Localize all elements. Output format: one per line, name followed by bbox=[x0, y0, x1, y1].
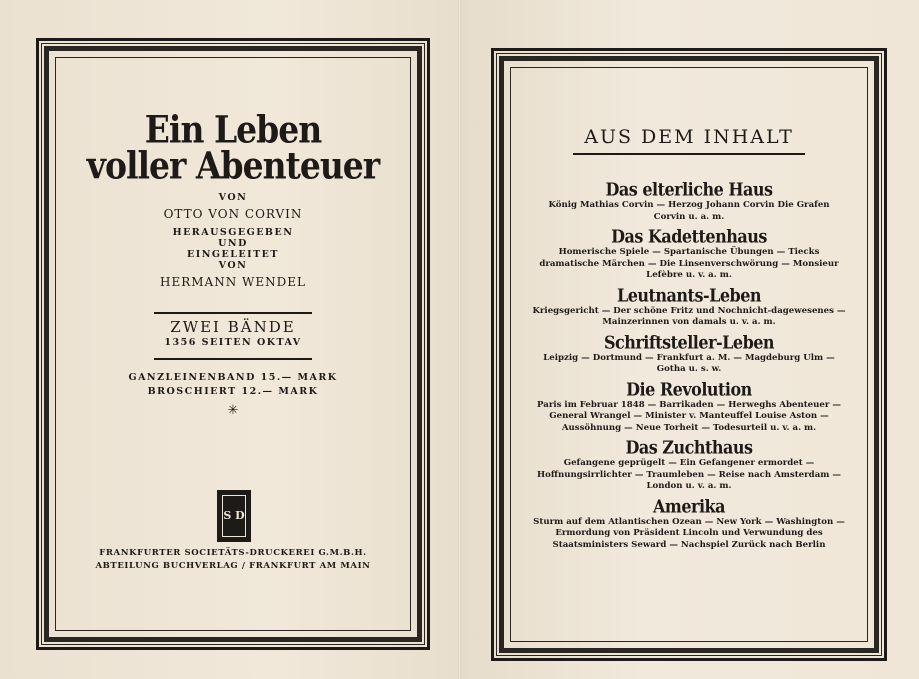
publisher-line-2: ABTEILUNG BUCHVERLAG / FRANKFURT AM MAIN bbox=[95, 561, 371, 571]
toc-section-title: Die Revolution bbox=[626, 378, 752, 400]
title-line-2: voller Abenteuer bbox=[86, 143, 380, 188]
von-label-2: VON bbox=[218, 260, 248, 271]
toc-section-text: Kriegsgericht — Der schöne Fritz und Nochnicht-dagewesenes — Mainzerinnen von damals u. v. a. m. bbox=[532, 305, 846, 327]
toc-section-title: Schriftsteller-Leben bbox=[603, 331, 775, 353]
page-fold bbox=[458, 0, 461, 679]
von-label: VON bbox=[218, 192, 248, 203]
toc-section-text: Paris im Februar 1848 — Barrikaden — Herweghs Abenteuer — General Wrangel — Minister v. Manteuffel Louise Aston — Aussöhnung — Neue Torheit — Todesurteil u. v. a. m. bbox=[537, 399, 841, 433]
volumes: ZWEI BÄNDE bbox=[170, 318, 296, 336]
und-label: UND bbox=[218, 238, 248, 249]
price-cloth: GANZLEINENBAND 15.— MARK bbox=[128, 372, 338, 383]
toc-heading: AUS DEM INHALT bbox=[584, 126, 794, 148]
author-block bbox=[60, 192, 406, 289]
price-block bbox=[60, 372, 406, 418]
title-block bbox=[60, 107, 406, 188]
toc-section-title: Das Zuchthaus bbox=[625, 437, 753, 458]
rule-top bbox=[154, 312, 312, 314]
toc-section-text: Homerische Spiele — Spartanische Übungen — Tiecks dramatische Märchen — Die Linsenverschwörung — Monsieur Lefèbre u. v. a. m. bbox=[539, 247, 839, 280]
publisher-logo bbox=[217, 490, 251, 542]
eingeleitet-label: EINGELEITET bbox=[187, 249, 279, 260]
toc-section bbox=[532, 227, 846, 282]
title-line-1: Ein Leben bbox=[144, 107, 322, 152]
herausgegeben-label: HERAUSGEGEBEN bbox=[172, 227, 294, 238]
table-of-contents bbox=[532, 180, 846, 551]
publisher-line-1: FRANKFURTER SOCIETÄTS-DRUCKEREI G.M.B.H. bbox=[99, 548, 367, 558]
publisher-block bbox=[60, 548, 406, 571]
toc-section-title: Leutnants-Leben bbox=[616, 284, 762, 306]
author-name: OTTO VON CORVIN bbox=[163, 207, 303, 221]
toc-section bbox=[532, 380, 846, 435]
toc-section-text: Gefangene geprügelt — Ein Gefangener ermordet — Hoffnungsirrlichter — Traumleben — Reise nach Amsterdam — London u. v. a. m. bbox=[537, 458, 841, 491]
toc-section-text: Sturm auf dem Atlantischen Ozean — New York — Washington — Ermordung von Präsident Lincoln und Verwundung des Staatsministers Seward — Nachspiel Zurück nach Berlin bbox=[533, 516, 845, 550]
editor-name: HERMANN WENDEL bbox=[160, 275, 306, 289]
volumes-block bbox=[60, 318, 406, 348]
toc-section-title: Das elterliche Haus bbox=[605, 179, 773, 200]
toc-section-text: Leipzig — Dortmund — Frankfurt a. M. — Magdeburg Ulm — Gotha u. s. w. bbox=[543, 352, 835, 374]
toc-heading-rule bbox=[573, 153, 805, 155]
toc-section bbox=[532, 180, 846, 223]
toc-section bbox=[532, 438, 846, 493]
toc-section bbox=[532, 333, 846, 376]
asterisk-ornament: ✳ bbox=[227, 403, 239, 418]
publisher-logo-mark: S D bbox=[222, 495, 246, 537]
rule-bottom bbox=[154, 358, 312, 360]
toc-section-title: Das Kadettenhaus bbox=[611, 226, 767, 247]
price-paper: BROSCHIERT 12.— MARK bbox=[147, 386, 319, 397]
toc-heading-block bbox=[520, 126, 858, 155]
page-count: 1356 SEITEN OKTAV bbox=[164, 337, 302, 348]
toc-section bbox=[532, 497, 846, 552]
toc-section-title: Amerika bbox=[653, 495, 725, 517]
toc-section bbox=[532, 286, 846, 329]
toc-section-text: König Mathias Corvin — Herzog Johann Corvin Die Grafen Corvin u. a. m. bbox=[548, 200, 830, 222]
